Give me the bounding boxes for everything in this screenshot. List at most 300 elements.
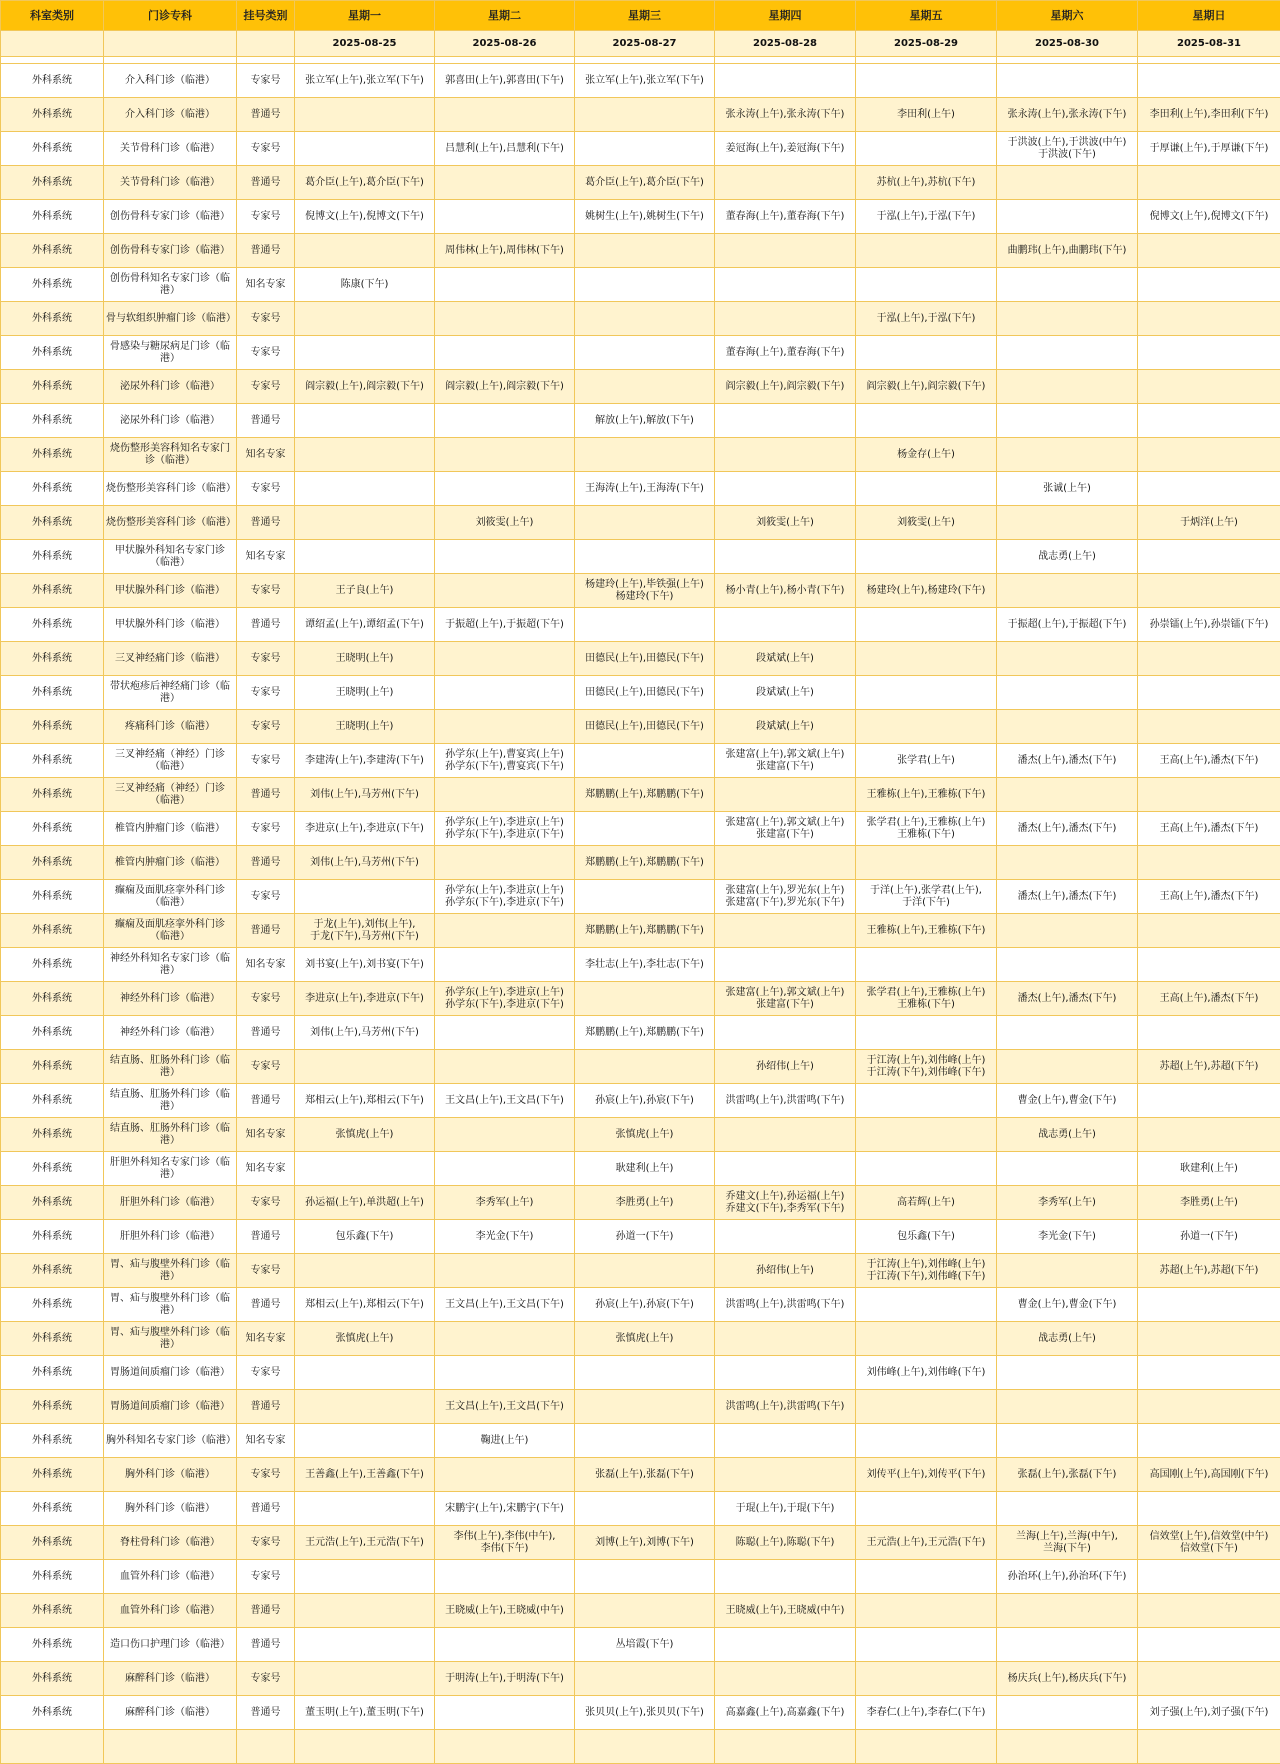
reg-type-cell bbox=[237, 846, 295, 880]
wed-cell bbox=[575, 1662, 715, 1696]
sat-cell bbox=[997, 948, 1138, 982]
table-row bbox=[1, 1186, 1280, 1220]
specialty-cell bbox=[104, 846, 237, 880]
cell-text: 神经外科门诊（临港） bbox=[106, 993, 234, 1005]
cell-text: 知名专家 bbox=[239, 1435, 292, 1447]
cell-text: 王善鑫(上午),王善鑫(下午) bbox=[297, 1469, 432, 1481]
cell-text: 血管外科门诊（临港） bbox=[106, 1571, 234, 1583]
cell-text: 外科系统 bbox=[3, 721, 101, 733]
dept-type-cell bbox=[1, 132, 104, 166]
tue-cell bbox=[435, 370, 575, 404]
cell-text: 三叉神经痛门诊（临港） bbox=[106, 653, 234, 665]
cell-text: 乔建文(下午),李秀军(下午) bbox=[717, 1203, 853, 1215]
cell-text: 知名专家 bbox=[239, 449, 292, 461]
cell-text: 专家号 bbox=[239, 721, 292, 733]
cell-text: 郑相云(上午),郑相云(下午) bbox=[297, 1095, 432, 1107]
thu-cell bbox=[715, 880, 856, 914]
cell-text: 外科系统 bbox=[3, 993, 101, 1005]
cell-text: 潘杰(上午),潘杰(下午) bbox=[999, 891, 1135, 903]
mon-cell bbox=[295, 370, 435, 404]
specialty-cell bbox=[104, 710, 237, 744]
cell-text: 李田利(上午) bbox=[858, 109, 994, 121]
mon-cell bbox=[295, 234, 435, 268]
sun-cell bbox=[1138, 880, 1280, 914]
cell-text: 战志勇(上午) bbox=[999, 1129, 1135, 1141]
sun-cell bbox=[1138, 200, 1280, 234]
wed-cell bbox=[575, 540, 715, 574]
tue-cell bbox=[435, 438, 575, 472]
table-row bbox=[1, 982, 1280, 1016]
cell-text: 外科系统 bbox=[3, 313, 101, 325]
cell-text: 烧伤整形美容科门诊（临港） bbox=[106, 517, 234, 529]
thu-cell bbox=[715, 98, 856, 132]
fri-cell bbox=[856, 1696, 997, 1730]
table-row bbox=[1, 574, 1280, 608]
specialty-cell bbox=[104, 1186, 237, 1220]
mon-cell bbox=[295, 1594, 435, 1628]
table-row bbox=[1, 404, 1280, 438]
fri-cell bbox=[856, 302, 997, 336]
cell-text: 田德民(上午),田德民(下午) bbox=[577, 721, 712, 733]
specialty-cell bbox=[104, 1288, 237, 1322]
date-sat: 2025-08-30 bbox=[997, 31, 1138, 57]
cell-text: 张建富(下午),罗光东(下午) bbox=[717, 897, 853, 909]
thu-cell bbox=[715, 404, 856, 438]
dept-type-cell bbox=[1, 710, 104, 744]
fri-cell bbox=[856, 778, 997, 812]
fri-cell bbox=[856, 846, 997, 880]
tue-cell bbox=[435, 268, 575, 302]
tue-cell bbox=[435, 574, 575, 608]
dept-type-cell bbox=[1, 336, 104, 370]
reg-type-cell bbox=[237, 98, 295, 132]
cell-text: 外科系统 bbox=[3, 279, 101, 291]
cell-text: 于江涛(上午),刘伟峰(上午) bbox=[858, 1055, 994, 1067]
cell-text: 董春海(上午),董春海(下午) bbox=[717, 211, 853, 223]
cell-text: 专家号 bbox=[239, 211, 292, 223]
cell-text: 张建富(下午) bbox=[717, 999, 853, 1011]
cell-text: 血管外科门诊（临港） bbox=[106, 1605, 234, 1617]
cell-text: 专家号 bbox=[239, 483, 292, 495]
reg-type-cell bbox=[237, 200, 295, 234]
cell-text: 阎宗毅(上午),阎宗毅(下午) bbox=[437, 381, 572, 393]
reg-type-cell bbox=[237, 1696, 295, 1730]
thu-cell bbox=[715, 744, 856, 778]
dept-type-cell bbox=[1, 948, 104, 982]
cell-text: 王海涛(上午),王海涛(下午) bbox=[577, 483, 712, 495]
cell-text: 于泓(上午),于泓(下午) bbox=[858, 313, 994, 325]
table-row bbox=[1, 1628, 1280, 1662]
specialty-cell bbox=[104, 438, 237, 472]
sat-cell bbox=[997, 880, 1138, 914]
specialty-cell bbox=[104, 880, 237, 914]
wed-cell bbox=[575, 1458, 715, 1492]
cell-text: 外科系统 bbox=[3, 1673, 101, 1685]
fri-cell bbox=[856, 1492, 997, 1526]
dept-type-cell bbox=[1, 200, 104, 234]
wed-cell bbox=[575, 1016, 715, 1050]
cell-text: 肝胆外科门诊（临港） bbox=[106, 1197, 234, 1209]
cell-text: 姜冠海(上午),姜冠海(下午) bbox=[717, 143, 853, 155]
date-fri: 2025-08-29 bbox=[856, 31, 997, 57]
reg-type-cell bbox=[237, 778, 295, 812]
cell-text: 外科系统 bbox=[3, 1707, 101, 1719]
cell-text: 战志勇(上午) bbox=[999, 551, 1135, 563]
dept-type-cell bbox=[1, 506, 104, 540]
thu-cell bbox=[715, 1424, 856, 1458]
table-row bbox=[1, 1322, 1280, 1356]
specialty-cell bbox=[104, 302, 237, 336]
cell-text: 杨建玲(上午),杨建玲(下午) bbox=[858, 585, 994, 597]
sat-cell bbox=[997, 302, 1138, 336]
cell-text: 田德民(上午),田德民(下午) bbox=[577, 687, 712, 699]
cell-text: 胸外科门诊（临港） bbox=[106, 1469, 234, 1481]
sun-cell bbox=[1138, 1050, 1280, 1084]
table-row bbox=[1, 166, 1280, 200]
dept-type-cell bbox=[1, 438, 104, 472]
sun-cell bbox=[1138, 1220, 1280, 1254]
fri-cell bbox=[856, 1118, 997, 1152]
fri-cell bbox=[856, 98, 997, 132]
header-row bbox=[1, 1, 1280, 31]
dept-type-cell bbox=[1, 812, 104, 846]
specialty-cell bbox=[104, 166, 237, 200]
mon-cell bbox=[295, 302, 435, 336]
reg-type-cell bbox=[237, 234, 295, 268]
fri-cell bbox=[856, 370, 997, 404]
thu-cell bbox=[715, 1662, 856, 1696]
sat-cell bbox=[997, 370, 1138, 404]
cell-text: 外科系统 bbox=[3, 925, 101, 937]
table-row bbox=[1, 744, 1280, 778]
cell-text: 信效堂(下午) bbox=[1140, 1543, 1278, 1555]
wed-cell bbox=[575, 1118, 715, 1152]
wed-cell bbox=[575, 438, 715, 472]
mon-cell bbox=[295, 812, 435, 846]
specialty-cell bbox=[104, 1220, 237, 1254]
cell-text: 专家号 bbox=[239, 585, 292, 597]
cell-text: 孙学东(下午),曹宴宾(下午) bbox=[437, 761, 572, 773]
specialty-cell bbox=[104, 1118, 237, 1152]
table-row bbox=[1, 642, 1280, 676]
col-header-sun: 星期日 bbox=[1138, 1, 1280, 31]
wed-cell bbox=[575, 1390, 715, 1424]
sat-cell bbox=[997, 1186, 1138, 1220]
wed-cell bbox=[575, 1322, 715, 1356]
cell-text: 杨建玲(上午),毕铁强(上午) bbox=[577, 579, 712, 591]
fri-cell bbox=[856, 710, 997, 744]
cell-text: 泌尿外科门诊（临港） bbox=[106, 381, 234, 393]
specialty-cell bbox=[104, 1016, 237, 1050]
cell-text: 张永涛(上午),张永涛(下午) bbox=[717, 109, 853, 121]
tue-cell bbox=[435, 336, 575, 370]
cell-text: 段斌斌(上午) bbox=[717, 687, 853, 699]
mon-cell bbox=[295, 64, 435, 98]
sat-cell bbox=[997, 64, 1138, 98]
thu-cell bbox=[715, 1254, 856, 1288]
sat-cell bbox=[997, 574, 1138, 608]
thu-cell bbox=[715, 472, 856, 506]
col-header-reg-type: 挂号类别 bbox=[237, 1, 295, 31]
thu-cell bbox=[715, 1560, 856, 1594]
table-row bbox=[1, 1390, 1280, 1424]
cell-text: 肝胆外科门诊（临港） bbox=[106, 1231, 234, 1243]
cell-text: 普通号 bbox=[239, 1605, 292, 1617]
date-cell bbox=[237, 31, 295, 57]
dept-type-cell bbox=[1, 1492, 104, 1526]
reg-type-cell bbox=[237, 1526, 295, 1560]
cell-text: 孙学东(上午),李进京(上午) bbox=[437, 885, 572, 897]
tue-cell bbox=[435, 982, 575, 1016]
sat-cell bbox=[997, 1016, 1138, 1050]
tue-cell bbox=[435, 132, 575, 166]
cell-text: 骨感染与糖尿病足门诊（临港） bbox=[106, 341, 234, 365]
cell-text: 外科系统 bbox=[3, 1061, 101, 1073]
tue-cell bbox=[435, 1458, 575, 1492]
cell-text: 普通号 bbox=[239, 857, 292, 869]
mon-cell bbox=[295, 1730, 435, 1764]
cell-text: 外科系统 bbox=[3, 211, 101, 223]
cell-text: 王文昌(上午),王文昌(下午) bbox=[437, 1299, 572, 1311]
cell-text: 张建富(上午),郭文斌(上午) bbox=[717, 749, 853, 761]
fri-cell bbox=[856, 1288, 997, 1322]
sun-cell bbox=[1138, 778, 1280, 812]
specialty-cell bbox=[104, 506, 237, 540]
cell-text: 三叉神经痛（神经）门诊（临港） bbox=[106, 783, 234, 807]
specialty-cell bbox=[104, 64, 237, 98]
cell-text: 刘伟(上午),马芳州(下午) bbox=[297, 1027, 432, 1039]
table-row bbox=[1, 710, 1280, 744]
sat-cell bbox=[997, 1730, 1138, 1764]
cell-text: 普通号 bbox=[239, 415, 292, 427]
sun-cell bbox=[1138, 438, 1280, 472]
fri-cell bbox=[856, 1152, 997, 1186]
dept-type-cell bbox=[1, 1186, 104, 1220]
dept-type-cell bbox=[1, 1458, 104, 1492]
mon-cell bbox=[295, 710, 435, 744]
cell-text: 甲状腺外科知名专家门诊（临港） bbox=[106, 545, 234, 569]
sat-cell bbox=[997, 472, 1138, 506]
cell-text: 潘杰(上午),潘杰(下午) bbox=[999, 755, 1135, 767]
tue-cell bbox=[435, 880, 575, 914]
thu-cell bbox=[715, 438, 856, 472]
sat-cell bbox=[997, 1526, 1138, 1560]
sun-cell bbox=[1138, 302, 1280, 336]
cell-text: 结直肠、肛肠外科门诊（临港） bbox=[106, 1055, 234, 1079]
sat-cell bbox=[997, 846, 1138, 880]
reg-type-cell bbox=[237, 608, 295, 642]
fri-cell bbox=[856, 234, 997, 268]
tue-cell bbox=[435, 1526, 575, 1560]
cell-text: 脊柱骨科门诊（临港） bbox=[106, 1537, 234, 1549]
thu-cell bbox=[715, 1288, 856, 1322]
tue-cell bbox=[435, 166, 575, 200]
wed-cell bbox=[575, 676, 715, 710]
table-row bbox=[1, 370, 1280, 404]
dept-type-cell bbox=[1, 1220, 104, 1254]
cell-text: 创伤骨科专家门诊（临港） bbox=[106, 211, 234, 223]
cell-text: 兰海(上午),兰海(中午), bbox=[999, 1531, 1135, 1543]
col-header-thu: 星期四 bbox=[715, 1, 856, 31]
sat-cell bbox=[997, 1458, 1138, 1492]
cell-text: 高国刚(上午),高国刚(下午) bbox=[1140, 1469, 1278, 1481]
cell-text: 李进京(上午),李进京(下午) bbox=[297, 993, 432, 1005]
cell-text: 曹金(上午),曹金(下午) bbox=[999, 1095, 1135, 1107]
dept-type-cell bbox=[1, 982, 104, 1016]
fri-cell bbox=[856, 1322, 997, 1356]
mon-cell bbox=[295, 846, 435, 880]
tue-cell bbox=[435, 1084, 575, 1118]
col-header-fri: 星期五 bbox=[856, 1, 997, 31]
specialty-cell bbox=[104, 540, 237, 574]
cell-text: 刘伟峰(上午),刘伟峰(下午) bbox=[858, 1367, 994, 1379]
cell-text: 普通号 bbox=[239, 925, 292, 937]
reg-type-cell bbox=[237, 676, 295, 710]
cell-text: 烧伤整形美容科知名专家门诊（临港） bbox=[106, 443, 234, 467]
wed-cell bbox=[575, 1152, 715, 1186]
fri-cell bbox=[856, 1594, 997, 1628]
sun-cell bbox=[1138, 1322, 1280, 1356]
sat-cell bbox=[997, 982, 1138, 1016]
cell-text: 孙学东(下午),李进京(下午) bbox=[437, 897, 572, 909]
tue-cell bbox=[435, 642, 575, 676]
reg-type-cell bbox=[237, 914, 295, 948]
thu-cell bbox=[715, 1628, 856, 1662]
specialty-cell bbox=[104, 1254, 237, 1288]
dept-type-cell bbox=[1, 268, 104, 302]
cell-text: 李胜勇(上午) bbox=[577, 1197, 712, 1209]
cell-text: 癫痫及面肌痉挛外科门诊（临港） bbox=[106, 885, 234, 909]
specialty-cell bbox=[104, 1560, 237, 1594]
reg-type-cell bbox=[237, 1356, 295, 1390]
cell-text: 张建富(上午),郭文斌(上午) bbox=[717, 817, 853, 829]
wed-cell bbox=[575, 914, 715, 948]
sat-cell bbox=[997, 404, 1138, 438]
sun-cell bbox=[1138, 948, 1280, 982]
dept-type-cell bbox=[1, 302, 104, 336]
cell-text: 孙道一(下午) bbox=[1140, 1231, 1278, 1243]
reg-type-cell bbox=[237, 948, 295, 982]
fri-cell bbox=[856, 268, 997, 302]
cell-text: 阎宗毅(上午),阎宗毅(下午) bbox=[297, 381, 432, 393]
reg-type-cell bbox=[237, 1662, 295, 1696]
cell-text: 胸外科知名专家门诊（临港） bbox=[106, 1435, 234, 1447]
sat-cell bbox=[997, 1050, 1138, 1084]
thu-cell bbox=[715, 608, 856, 642]
cell-text: 胃、疝与腹壁外科门诊（临港） bbox=[106, 1293, 234, 1317]
fri-cell bbox=[856, 1084, 997, 1118]
reg-type-cell bbox=[237, 1016, 295, 1050]
tue-cell bbox=[435, 608, 575, 642]
table-row bbox=[1, 846, 1280, 880]
wed-cell bbox=[575, 64, 715, 98]
cell-text: 介入科门诊（临港） bbox=[106, 109, 234, 121]
fri-cell bbox=[856, 1356, 997, 1390]
specialty-cell bbox=[104, 642, 237, 676]
date-thu: 2025-08-28 bbox=[715, 31, 856, 57]
dept-type-cell bbox=[1, 1730, 104, 1764]
thu-cell bbox=[715, 948, 856, 982]
col-header-specialty: 门诊专科 bbox=[104, 1, 237, 31]
wed-cell bbox=[575, 1492, 715, 1526]
cell-text: 张慎虎(上午) bbox=[577, 1333, 712, 1345]
table-row bbox=[1, 1016, 1280, 1050]
reg-type-cell bbox=[237, 1186, 295, 1220]
sun-cell bbox=[1138, 1594, 1280, 1628]
cell-text: 知名专家 bbox=[239, 551, 292, 563]
mon-cell bbox=[295, 1186, 435, 1220]
cell-text: 段斌斌(上午) bbox=[717, 653, 853, 665]
cell-text: 刘筱雯(上午) bbox=[437, 517, 572, 529]
table-row bbox=[1, 506, 1280, 540]
tue-cell bbox=[435, 812, 575, 846]
specialty-cell bbox=[104, 234, 237, 268]
tue-cell bbox=[435, 98, 575, 132]
table-row bbox=[1, 948, 1280, 982]
cell-text: 专家号 bbox=[239, 1537, 292, 1549]
mon-cell bbox=[295, 472, 435, 506]
sat-cell bbox=[997, 234, 1138, 268]
cell-text: 专家号 bbox=[239, 1469, 292, 1481]
cell-text: 专家号 bbox=[239, 313, 292, 325]
cell-text: 外科系统 bbox=[3, 1605, 101, 1617]
wed-cell bbox=[575, 1424, 715, 1458]
wed-cell bbox=[575, 404, 715, 438]
cell-text: 杨小青(上午),杨小青(下午) bbox=[717, 585, 853, 597]
tue-cell bbox=[435, 1492, 575, 1526]
thu-cell bbox=[715, 1186, 856, 1220]
cell-text: 王元浩(上午),王元浩(下午) bbox=[297, 1537, 432, 1549]
specialty-cell bbox=[104, 1084, 237, 1118]
wed-cell bbox=[575, 506, 715, 540]
sat-cell bbox=[997, 1696, 1138, 1730]
cell-text: 普通号 bbox=[239, 177, 292, 189]
sun-cell bbox=[1138, 1152, 1280, 1186]
wed-cell bbox=[575, 1084, 715, 1118]
tue-cell bbox=[435, 1356, 575, 1390]
cell-text: 王雅栋(上午),王雅栋(下午) bbox=[858, 789, 994, 801]
specialty-cell bbox=[104, 1662, 237, 1696]
cell-text: 外科系统 bbox=[3, 1027, 101, 1039]
specialty-cell bbox=[104, 1424, 237, 1458]
reg-type-cell bbox=[237, 336, 295, 370]
cell-text: 专家号 bbox=[239, 1265, 292, 1277]
cell-text: 苏杭(上午),苏杭(下午) bbox=[858, 177, 994, 189]
thu-cell bbox=[715, 1152, 856, 1186]
cell-text: 烧伤整形美容科门诊（临港） bbox=[106, 483, 234, 495]
thu-cell bbox=[715, 1458, 856, 1492]
wed-cell bbox=[575, 1356, 715, 1390]
cell-text: 外科系统 bbox=[3, 75, 101, 87]
thu-cell bbox=[715, 1322, 856, 1356]
cell-text: 王高(上午),潘杰(下午) bbox=[1140, 823, 1278, 835]
wed-cell bbox=[575, 234, 715, 268]
spacer-cell bbox=[435, 57, 575, 64]
cell-text: 谭绍孟(上午),谭绍孟(下午) bbox=[297, 619, 432, 631]
tue-cell bbox=[435, 948, 575, 982]
sat-cell bbox=[997, 744, 1138, 778]
sat-cell bbox=[997, 778, 1138, 812]
specialty-cell bbox=[104, 268, 237, 302]
table-row bbox=[1, 1356, 1280, 1390]
reg-type-cell bbox=[237, 1390, 295, 1424]
specialty-cell bbox=[104, 982, 237, 1016]
spacer-cell bbox=[856, 57, 997, 64]
cell-text: 普通号 bbox=[239, 517, 292, 529]
fri-cell bbox=[856, 1016, 997, 1050]
dept-type-cell bbox=[1, 1322, 104, 1356]
cell-text: 陈康(下午) bbox=[297, 279, 432, 291]
